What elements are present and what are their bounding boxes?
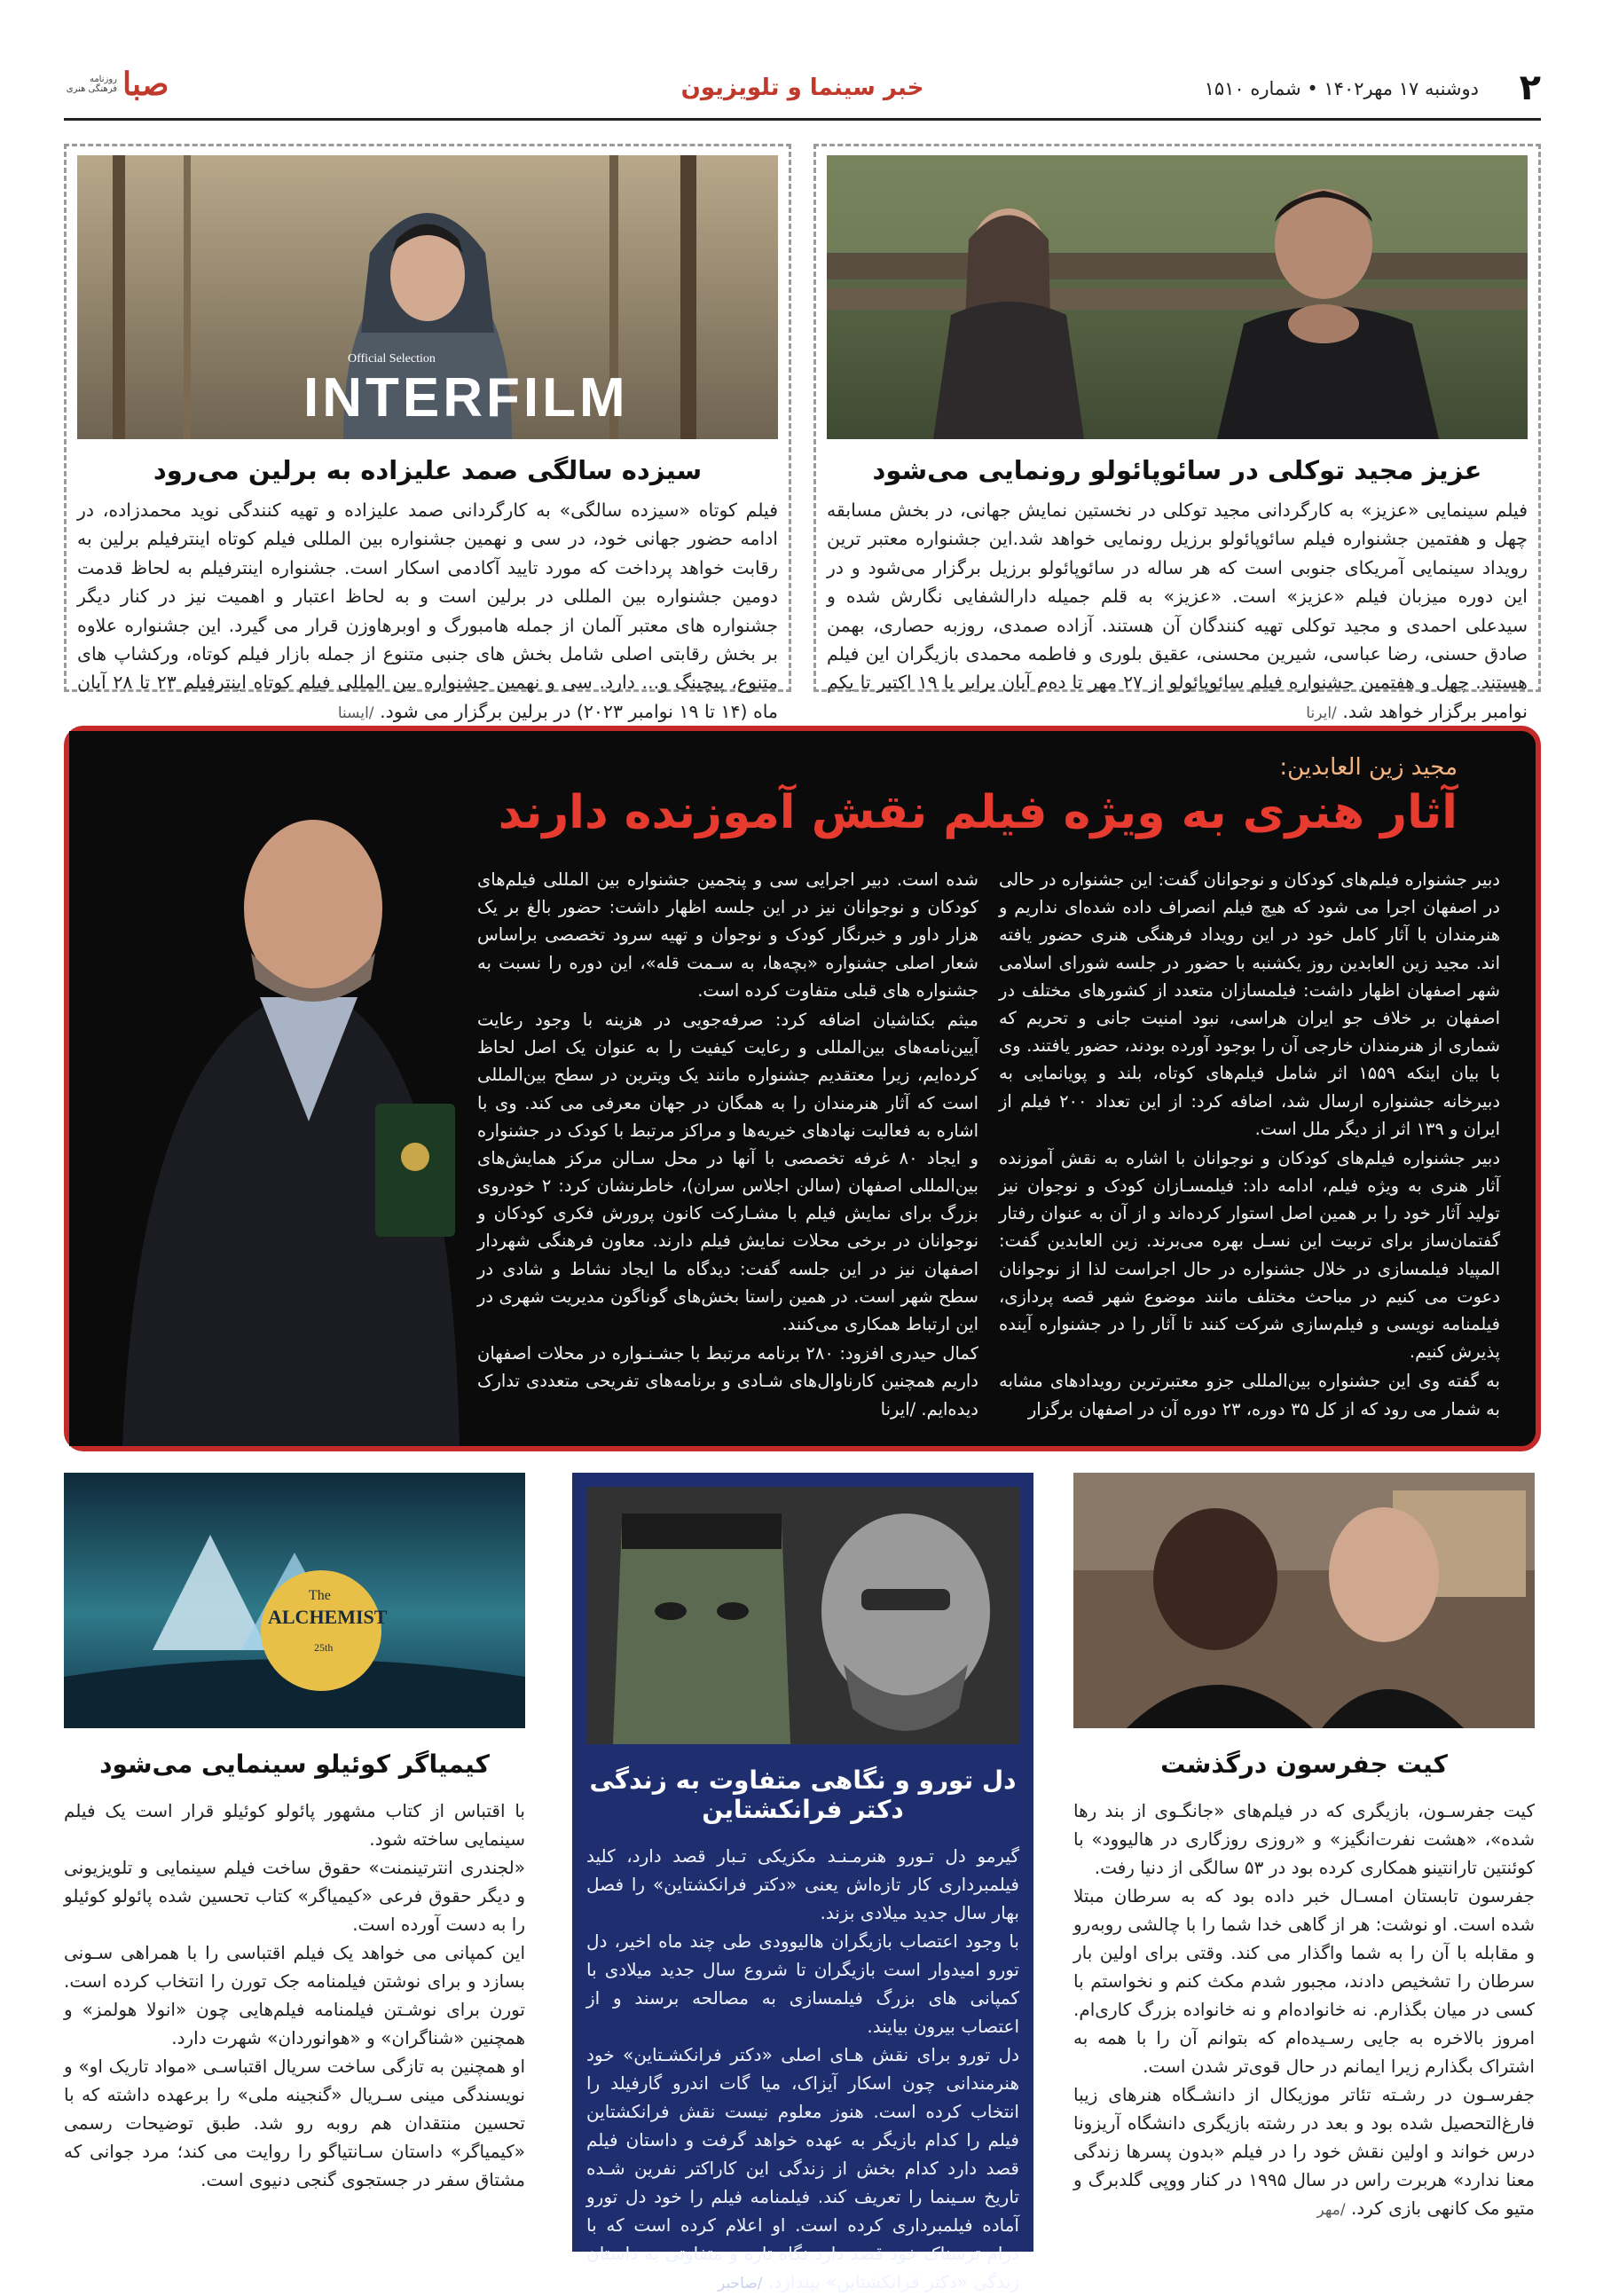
article-body-text: فیلم کوتاه «سیزده سالگی» به کارگردانی صمد علیزاده و تهیه کنندگی نوید محمدزاده، در ادامه حضور جهانی خود، در سی و نهمین جشنواره بین المللی فیلم کوتاه اینترفیلم برلین به رقابت خواهد پرداخت که مورد تایید آکادمی اسکار است. جشنواره اینترفیلم به لحاظ قدمت دومین جشنواره بین المللی در برلین است و به لحاظ اعتبار و اهمیت نیز در کنار دیگر جشنواره های معتبر آلمان از جمله هامبورگ و اوبرهاوزن قرار می گیرد. این جشنواره علاوه بر بخش رقابتی اصلی شامل بخش های جنبی متنوع از جمله بازار فیلم کوتاه، ورکشاپ های متنوع، پیچینگ و... دارد. سی و نهمین جشنواره بین المللی فیلم کوتاه اینترفیلم ۲۳ تا ۲۸ آبان ماه (۱۴ تا ۱۹ نوامبر ۲۰۲۳) در برلین برگزار می شود. [77, 499, 779, 722]
page-number: ۲ [1519, 67, 1541, 108]
feature-paragraph: دبیر جشنواره فیلم‌های کودکان و نوجوانان گفت: این جشنواره در حالی در اصفهان اجرا می شود که هیچ فیلم انصراف داده شده‌ای نداریم و هنرمندان با آثار کامل خود در این رویداد فرهنگی هنری حضور یافته اند. مجید زین العابدین روز یکشنبه با حضور در جلسه شورای اسلامی شهر اصفهان اظهار داشت: فیلمسازان متعدد از کشورهای مختلف در اصفهان بر خلاف جو ایران هراسی، نبود امنیت جانی و تحریم که شماری از هنرمندان خارجی آن را بوجود آورده بودند، حضور یافتند. وی با بیان اینکه ۱۵۵۹ اثر شامل فیلم‌های کوتاه، بلند و پویانمایی به دبیرخانه جشنواره ارسال شد، اضافه کرد: از این تعداد ۲۰۰ فیلم از ایران و ۱۳۹ اثر از دیگر ملل است. [999, 869, 1501, 1139]
article-paragraph-text: جفرسـون در رشـته تئاتر موزیکال از دانشـگاه هنرهای زیبا فارغ‌التحصیل شده بود و بعد در رشته بازیگری دانشگاه آریزونا درس خواند و اولین نقش خود را در فیلم «بدون پسرها زندگی معنا ندارد» هربرت راس در سال ۱۹۹۵ در کنار ووپی گلدبرگ و متیو مک کانهی بازی کرد. [1073, 2084, 1535, 2219]
logo-mark: صبا [122, 66, 169, 103]
article-title: کیت جفرسون درگذشت [1160, 1750, 1448, 1779]
feature-headline: آثار هنری به ویژه فیلم نقش آموزنده دارند [498, 786, 1458, 839]
article-title: دل تورو و نگاهی متفاوت به زندگی دکتر فرانکشتاین [589, 1765, 1017, 1824]
feature-credit: /ایرنا [880, 1398, 916, 1419]
article-title: سیزده سالگی صمد علیزاده به برلین می‌رود [153, 455, 703, 485]
article-jefferson [1073, 1473, 1535, 2222]
poster-caption-small: Official Selection [348, 352, 436, 366]
article-body-text: فیلم سینمایی «عزیز» به کارگردانی مجید توکلی در نخستین نمایش جهانی، در بخش مسابقه چهل و هفتمین جشنواره فیلم سائوپائولو برزیل رونمایی خواهد شد.این جشنواره معتبر ترین رویداد سینمایی آمریکای جنوبی است که هر ساله در سائوپائولو برزیل برگزار می‌شود و در این دوره میزبان فیلم «عزیز» است. «عزیز» به قلم جمیله دارالشفایی نگارش شده و سیدعلی احمدی و مجید توکلی تهیه کنندگان آن هستند. آزاده صمدی، روزبه حصاری، بهمن صادق حسنی، رضا عباسی، شیرین محسنی، عقیق بلوری و فاطمه محمدی بازیگران این فیلم هستند. چهل و هفتمین جشنواره فیلم سائوپائولو از ۲۷ مهر تا ده‌م آبان برابر با ۱۹ اکتبر تا یکم نوامبر برگزار خواهد شد. [827, 499, 1528, 722]
article-paragraph: جفرسون تابستان امسـال خبر داده بود که به سرطان مبتلا شده است. او نوشت: هر از گاهی خدا شما را با چالشی روبه‌رو و مقابله با آن را به شما واگذار می کند. وقتی برای اولین بار سرطان را تشخیص دادند، مجبور شدم مکث کنم و نخواستم با کسی در میان بگذارم. نه خانواده‌ام و نه خانواده بزرگ کاری‌ام. امروز بالاخره به جایی رسـیده‌ام که بتوانم آن را با همه به اشتراک بگذارم زیرا ایمانم در حال قوی‌تر شدن است. [1073, 1885, 1535, 2077]
frankenstein-illustration [586, 1487, 1019, 1744]
photo-deltoro-frankenstein [586, 1487, 1019, 1744]
photo-alchemist-cover [64, 1473, 525, 1728]
photo-interfilm [77, 155, 778, 439]
alchemist-cover-illustration [64, 1473, 525, 1728]
article-paragraph-text: دل تورو برای نقش هـای اصلی «دکتر فرانکشـتاین» خود هنرمندانی چون اسکار آیزاک، میا گات اندرو گارفیلد را انتخاب کرده است. هنوز معلوم نیست نقش فرانکشتاین فیلم را کدام بازیگر به عهده خواهد گرفت و داستان فیلم قصد دارد کدام بخش از زندگی این کاراکتر نفرین شـده تاریخ سـینما را تعریف کند. فیلمنامه فیلم را خود دل تورو آماده فیلمبرداری کرده است. او اعلام کرده است که با درام ترسناک خود قصد دارد نگاه تازه و متفاوتی به داستان زندگی «دکتر فرانکشتاین» بپندازد. [586, 2044, 1019, 2292]
article-paragraph: «لجندری انترتینمنت» حقوق ساخت فیلم سینمایی و تلویزیونی و دیگر حقوق فرعی «کیمیاگر» کتاب تحسین شده پائولو کوئیلو را به دست آورده است. [64, 1857, 525, 1935]
feature-column-1 [999, 866, 1500, 1425]
dateline: دوشنبه ۱۷ مهر۱۴۰۲ • شماره ۱۵۱۰ [1204, 78, 1479, 99]
feature-paragraph [477, 1340, 978, 1423]
feature-column-2 [477, 866, 978, 1425]
article-body [827, 496, 1528, 726]
article-alchemist [64, 1473, 525, 2194]
feature-paragraph: به گفته وی این جشنواره بین‌المللی جزو معتبرترین رویدادهای مشابه به شمار می رود که از کل ۳۵ دوره، ۲۳ دوره آن در اصفهان برگزار [999, 1371, 1500, 1419]
article-credit: /ایسنا [337, 704, 374, 722]
feature-paragraph: میثم بکتاشیان اضافه کرد: صرفه‌جویی در هزینه با وجود رعایت آیین‌نامه‌های بین‌المللی و رعایت کیفیت را به عنوان یک اصل لحاظ کرده‌ایم، زیرا معتقدیم جشنواره مانند یک ویترین در سطح بین‌المللی است که آثار هنرمندان را به همگان در جهان معرفی می کند. وی با اشاره به فعالیت نهادهای خیریه‌ها و مراکز مرتبط با کودک در جشنواره و ایجاد ۸۰ غرفه تخصصی با آنها در محل سـالن مرکز همایش‌های بین‌المللی اصفهان (سالن اجلاس سران)، خاطرنشان کرد: ۲ خودروی بزرگ برای نمایش فیلم با مشـارکت کانون پرورش فکری کودکان و نوجوانان در برخی محلات نمایش فیلم دارند. معاون فرهنگی شهردار اصفهان نیز در این جلسه گفت: دیدگاه ما ایجاد نشاط و شادی در سطح شهر است. در همین راستا بخش‌های گوناگون مدیریت شهری در این ارتباط همکاری می‌کنند. [477, 1009, 979, 1334]
article-deltoro [572, 1473, 1033, 2292]
section-title: خبر سینما و تلویزیون [680, 75, 924, 101]
photo-aziz-film [827, 155, 1528, 439]
aziz-still-illustration [827, 155, 1528, 439]
article-paragraph: با اقتباس از کتاب مشهور پائولو کوئیلو قرار است یک فیلم سینمایی ساخته شود. [64, 1800, 525, 1850]
article-title: کیمیاگر کوئیلو سینمایی می‌شود [99, 1750, 490, 1779]
article-credit: /مهر [1316, 2201, 1346, 2219]
feature-paragraph-text: کمال حیدری افزود: ۲۸۰ برنامه مرتبط با جشـنـواره در محلات اصفهان داریم همچنین کارناوال‌های شـادی و برنامه‌های تفریحی متعددی تدارک دیده‌ایم. [477, 1343, 978, 1419]
article-paragraph: با وجود اعتصاب بازیگران هالیوودی طی چند ماه اخیر، دل تورو امیدوار است بازیگران تا شروع سال جدید میلادی با کمپانی های بزرگ فیلمسازی به مصالحه برسند و از اعتصاب بیرون بیایند. [586, 1930, 1019, 2037]
article-body [77, 496, 778, 726]
article-paragraph [1073, 2080, 1535, 2222]
feature-paragraph: دبیر جشنواره فیلم‌های کودکان و نوجوانان با اشاره به نقش آموزنده آثار هنری به ویژه فیلم، ادامه داد: فیلمسـازان کودک و نوجوان نیز تولید آثار خود را بر همین اصل استوار کرده‌اند و از آن به عنوان رفتار گفتمان‌ساز برای تربیت این نسـل بهره می‌برند. زین العابدین گفت: المپیاد فیلمسازی در خلال جشنواره در حال اجراست لذا از نوجوانان دعوت می کنیم در مباحث مختلف مانند موضوع شهر قصه پردازی، فیلمنامه نویسی و فیلم‌سازی شرکت کنند تا آثار را در جشنواره آینده پذیرش کنیم. [999, 1147, 1500, 1363]
article-paragraph: این کمپانی می خواهد یک فیلم اقتباسی را با همراهی سـونی بسازد و برای نوشتن فیلمنامه جک تورن را انتخاب کرده است. تورن برای نوشـتن فیلمنامه فیلم‌هایی چون «انولا هولمز» و همچنین «شناگران» و «هوانوردان» شهرت دارد. [64, 1942, 525, 2048]
feature-kicker: مجید زین العابدین: [1279, 754, 1458, 781]
article-credit: /صاحبر [718, 2275, 763, 2292]
article-credit: /ایرنا [1306, 704, 1337, 722]
feature-zeinolabedin [64, 726, 1541, 1451]
jefferson-photo-illustration [1073, 1473, 1535, 1728]
cover-badge: 25th [314, 1641, 334, 1654]
article-title: عزیز مجید توکلی در سائوپائولو رونمایی می‌شود [872, 455, 1482, 485]
masthead [64, 62, 1541, 121]
blue-box [572, 1473, 1033, 2292]
article-tavakoli [813, 144, 1541, 722]
article-paragraph [586, 2040, 1019, 2296]
article-paragraph: او همچنین به تازگی ساخت سریال اقتباسـی «مواد تاریک او» و نویسندگی مینی سـریال «گنجینه ملی» را برعهده داشته که با تحسین منتقدان هم روبه رو شد. طبق توضیحات رسمی «کیمیاگر» داستان سـانتیاگو را روایت می کند؛ مرد جوانی که مشتاق سفر در جستجوی گنجی دنیوی است. [64, 2056, 525, 2190]
article-paragraph: گیرمو دل تـورو هنرمـنـد مکزیکی تـبار قصد دارد، کلید فیلمبرداری کار تازه‌اش یعنی «دکتر فرانکشتاین» را فصل بهار سال جدید میلادی بزند. [586, 1845, 1019, 1923]
photo-jefferson [1073, 1473, 1535, 1728]
article-paragraph: کیت جفرسـون، بازیگری که در فیلم‌های «جانگـوی از بند رها شده»، «هشت نفرت‌انگیز» و «روزی روزگاری در هالیوود» با کوئنتین تارانتینو همکاری کرده بود در ۵۳ سالگی از دنیا رفت. [1073, 1800, 1535, 1878]
logo-subtitle: روزنامه فرهنگی هنری [66, 75, 117, 94]
poster-caption-big: INTERFILM [303, 367, 629, 429]
zeinolabedin-photo [69, 731, 486, 1446]
feature-paragraph: شده است. دبیر اجرایی سی و پنجمین جشنواره بین المللی فیلم‌های کودکان و نوجوانان نیز در این جلسه اظهار داشت: حضور بالغ بر یک هزار داور و خبرنگار کودک و نوجوان و تهیه سرود تخصصی براساس شعار اصلی جشنواره «بچه‌ها، به سـمت قله»، این دوره را نسبت به جشنواره های قبلی متفاوت کرده است. [477, 869, 978, 1001]
article-sizdah-salegi [64, 144, 791, 722]
cover-title-the: The [309, 1588, 331, 1603]
cover-title: ALCHEMIST [268, 1606, 388, 1628]
logo [64, 66, 169, 103]
